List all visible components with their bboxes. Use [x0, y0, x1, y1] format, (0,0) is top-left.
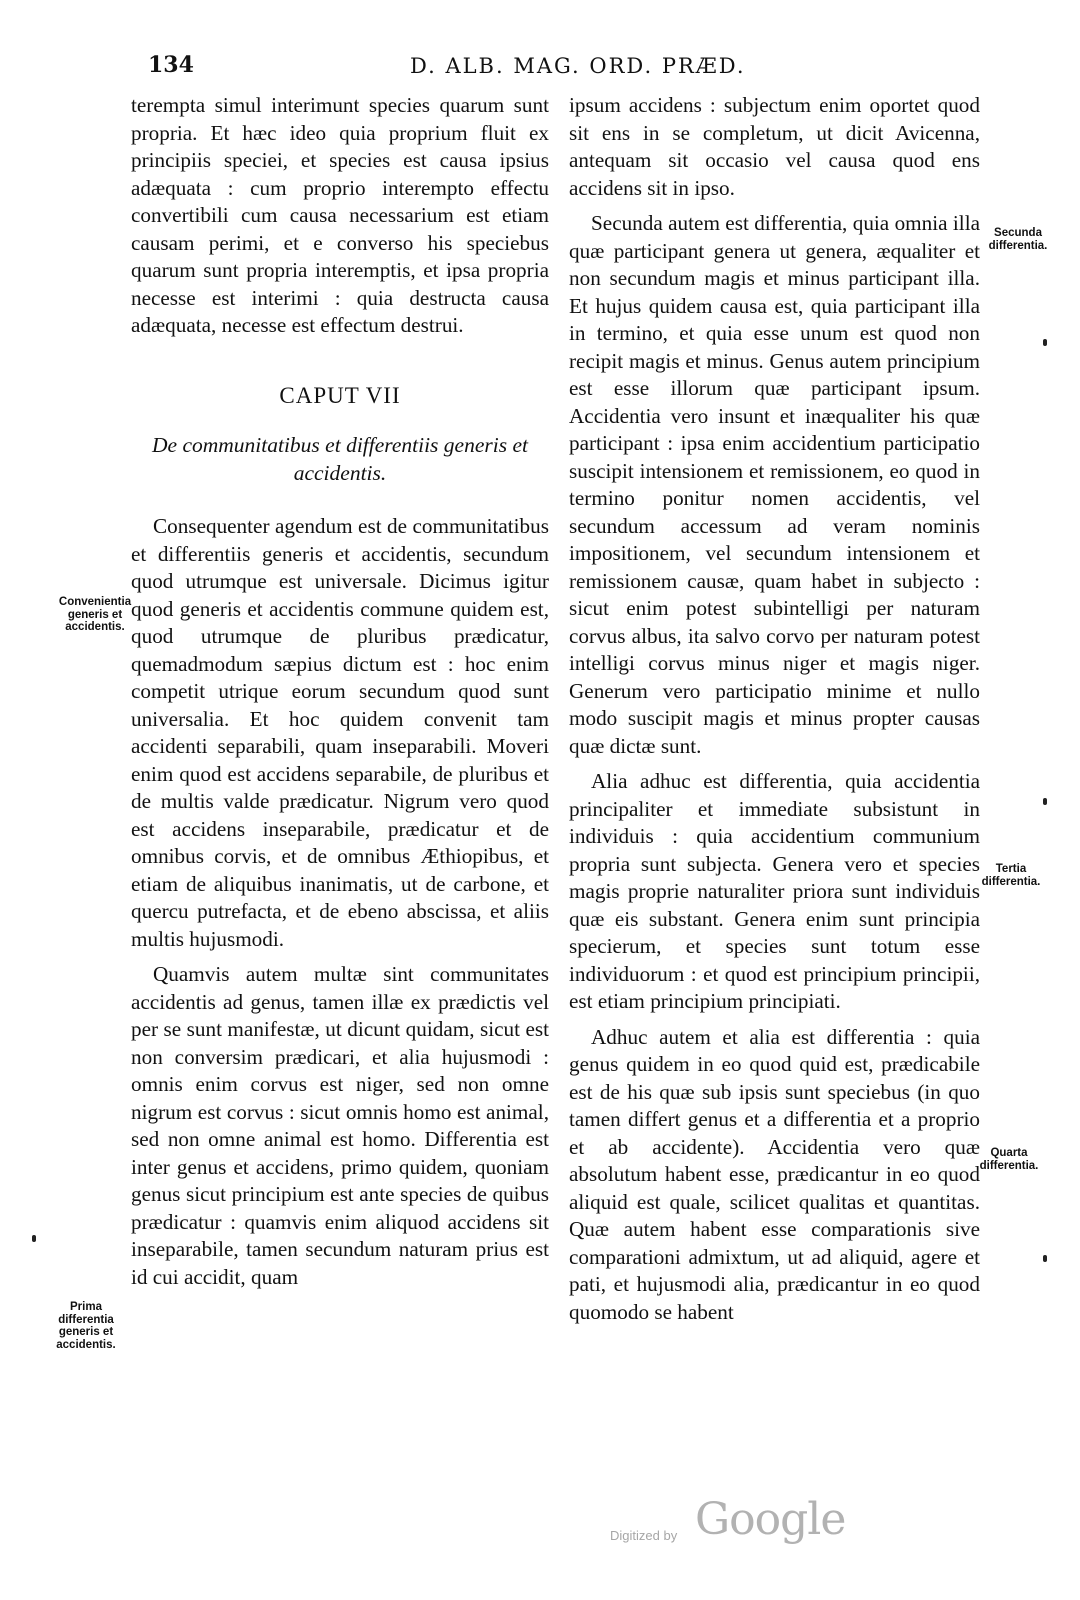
google-logo: Google — [695, 1494, 846, 1545]
paragraph: Alia adhuc est differentia, quia accidentia principaliter et immediate subsistunt in individuis : quia accidentium communium propria sunt subjecta. Genera vero et species magis proprie naturaliter priora sunt individuis quæ eis substant. Genera enim sunt principia specierum, et species sunt totum esse individuorum : et quod est principium principii, est etiam principium principiati. — [569, 769, 980, 1013]
paragraph: Adhuc autem et alia est differentia : quia genus quidem in eo quod quid est, prædicabile est de his quæ sub ipsis sunt speciebus (in quo tamen differt genus et a differentia et a proprio et ab accidente). Accidentia vero quæ absolutum habent esse, prædicantur in eo quod aliquid est quale, scilicet qualitas et quantitas. Quæ autem habent esse comparationis sive comparationi admixtum, ut ad aliquid, agere et pati, et hujusmodi alia, prædicantur in eo quod quomodo se habent — [569, 1024, 980, 1324]
scan-speck — [32, 1235, 36, 1242]
paragraph-continued: terempta simul interimunt species quarum sunt propria. Et hæc ideo quia proprium fluit ex principiis speciei, et species est causa ipsius adæquata : cum proprio interempto effectu convertibili cum causa necessarium est etiam causam perimi, et e converso his speciebus quarum sunt propria interemptis, et ipsa propria necesse est interimi : quia destructa causa adæquata, necesse est effectum destrui. — [131, 93, 549, 337]
paragraph: Quamvis autem multæ sint communitates accidentis ad genus, tamen illæ ex prædictis vel per se sunt manifestæ, ut dicunt quidam, sicut est non conversim prædicari, et alia hujusmodi : omnis enim corvus est niger, sed non omne nigrum est corvus : sicut omnis homo est animal, sed non omne animal est homo. Differentia est inter genus et accidens, primo quidem, quoniam genus sicut principium est ante species de quibus prædicatur : quamvis enim aliquod accidens sit inseparabile, tamen secundum naturam prius est id cui accidit, quam — [131, 962, 549, 1289]
scan-speck — [1043, 1255, 1047, 1262]
chapter-title: CAPUT VII — [279, 382, 401, 408]
margin-note-prima-differentia: Prima differentia generis et accidentis. — [56, 1301, 116, 1351]
scan-speck — [1043, 798, 1047, 805]
paragraph: Secunda autem est differentia, quia omnia illa quæ participant genera ut genera, æqualiter et non secundum magis et minus participant illa. Et hujus quidem causa est, quia participant illa in termino, et quia esse unum est quod non recipit magis et minus. Genus autem principium est esse illorum quæ participant ipsum. Accidentia vero insunt et inæqualiter his quæ participant : ipsa enim accidentium participatio suscipit intensionem et remissionem, eo quod in termino ponitur nomen accidentis, vel secundum accessum ad veram nominis impositionem, vel secundum intensionem et remissionem causæ, quam habet in subjecto : sicut enim potest subintelligi per naturam corvus albus, ita salvo corvo per naturam potest intelligi corvus minus niger et magis niger. Generum vero participatio minime et nullo modo suscipit magis et minus propter causas quæ dictæ sunt. — [569, 211, 980, 758]
paragraph-continued: ipsum accidens : subjectum enim oportet quod sit ens in se completum, ut dicit Avicenna, antequam sit occasio vel causa quod ens accidens sit in ipso. — [569, 93, 980, 200]
right-column — [569, 92, 980, 1334]
left-column — [131, 92, 549, 1299]
margin-note-quarta-differentia: Quarta differentia. — [979, 1147, 1039, 1172]
scan-speck — [1043, 339, 1047, 346]
margin-note-tertia-differentia: Tertia differentia. — [981, 863, 1041, 888]
digitized-by-text: Digitized by — [610, 1528, 678, 1543]
chapter-subtitle: De communitatibus et differentiis generis et accidentis. — [152, 433, 528, 485]
margin-note-secunda-differentia: Secunda differentia. — [988, 227, 1048, 252]
margin-note-convenientia: Convenientia generis et accidentis. — [58, 596, 132, 633]
running-head: D. ALB. MAG. ORD. PRÆD. — [410, 54, 746, 78]
paragraph: Consequenter agendum est de communitatibus et differentiis generis et accidentis, secundum quod utrumque est universale. Dicimus igitur quod generis et accidentis commune quidem est, quod utrumque de pluribus prædicatur, quemadmodum sæpius dictum est : hoc enim competit utrique eorum secundum quod sunt universalia. Et hoc quidem convenit tam accidenti separabili, quam inseparabili. Moveri enim quod est accidens separabile, de pluribus et de multis valde prædicatur. Nigrum vero quod est accidens inseparabile, prædicatur et de omnibus corvis, et de omnibus Æthiopibus, et etiam de aliquibus inanimatis, ut de carbone, et quercu putrefacta, et de ebeno abscissa, et aliis multis hujusmodi. — [131, 514, 549, 951]
page-header — [0, 52, 1080, 88]
page-number: 134 — [148, 52, 194, 78]
